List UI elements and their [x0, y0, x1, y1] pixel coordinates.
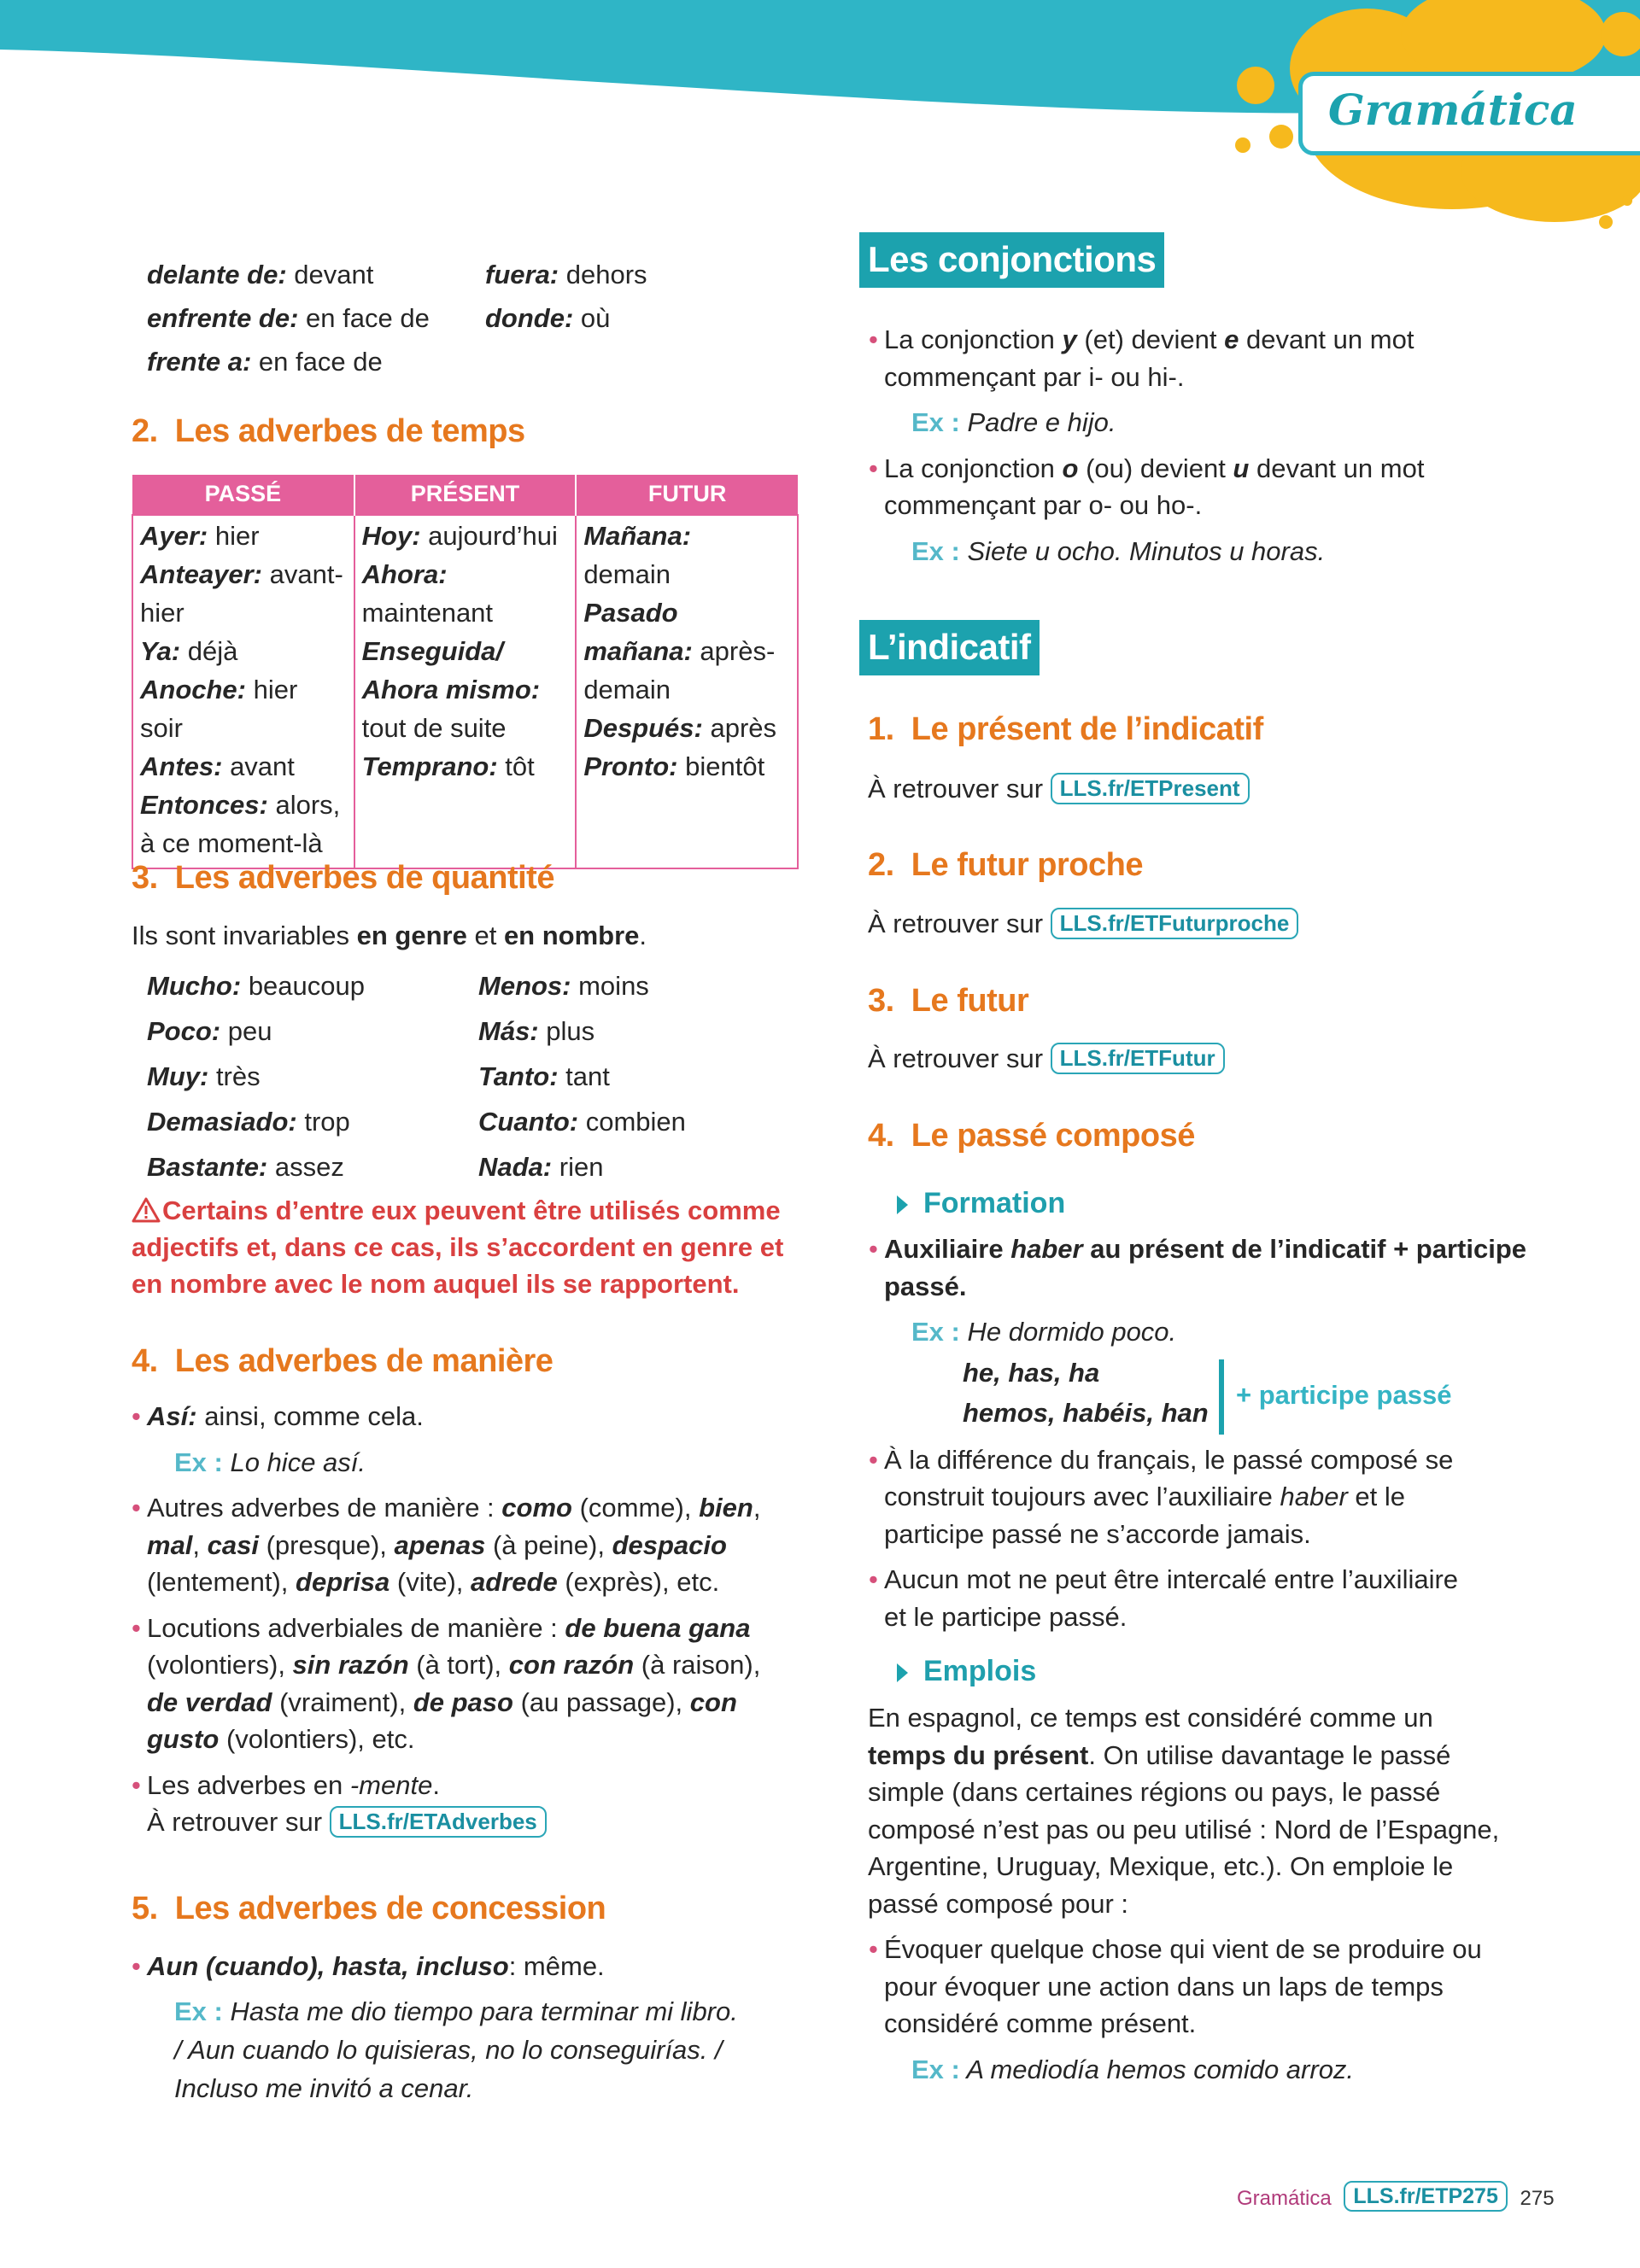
heading-futur: 3. Le futur	[868, 983, 1029, 1019]
list-item: delante de: devant	[147, 260, 374, 289]
warning-note: Certains d’entre eux peuvent être utilisés comme adjectifs et, dans ce cas, ils s’accordent en genre et en nombre avec le nom auquel ils se rapportent.	[132, 1195, 784, 1299]
list-item: • Les adverbes en -mente. À retrouver sur LLS.fr/ETAdverbes	[147, 1767, 796, 1841]
example: Ex : Hasta me dio tiempo para terminar mi libro. / Aun cuando lo quisieras, no lo conseguirías. / Incluso me invitó a cenar.	[174, 1996, 738, 2103]
list-item: Tanto: tant	[478, 1061, 610, 1091]
quantite-intro: Ils sont invariables en genre et en nombre.	[132, 921, 647, 950]
list-item: • Évoquer quelque chose qui vient de se produire ou pour évoquer une action dans un laps de temps considéré comme présent.	[884, 1931, 1620, 2043]
footer-label: Gramática	[1237, 2187, 1332, 2210]
link-adverbes[interactable]: LLS.fr/ETAdverbes	[330, 1806, 547, 1838]
heading-conjonctions: Les conjonctions	[859, 232, 1164, 288]
formation-block	[884, 1230, 1627, 1635]
section-title: Gramática	[1328, 85, 1578, 135]
heading-futur-proche: 2. Le futur proche	[868, 847, 1143, 883]
subheading-emplois: Emplois	[897, 1651, 1036, 1692]
link-futur[interactable]: LLS.fr/ETFutur	[1051, 1043, 1225, 1074]
footer-link[interactable]: LLS.fr/ETP275	[1344, 2181, 1508, 2212]
retrouver-present: À retrouver sur LLS.fr/ETPresent	[868, 770, 1250, 808]
table-cell-futur: Mañana: demain Pasado mañana: après- demain Después: après Pronto: bientôt	[576, 515, 798, 868]
section-tab	[1298, 72, 1640, 155]
heading-passe-compose: 4. Le passé composé	[868, 1118, 1195, 1154]
page-number: 275	[1520, 2187, 1555, 2210]
link-present[interactable]: LLS.fr/ETPresent	[1051, 773, 1250, 804]
list-item: Nada: rien	[478, 1152, 604, 1182]
list-item: Cuanto: combien	[478, 1107, 686, 1137]
heading-indicatif: L’indicatif	[859, 620, 1040, 675]
example: Ex : Padre e hijo.	[911, 407, 1116, 437]
heading-temps: 2. Les adverbes de temps	[132, 413, 525, 449]
quantite-left	[147, 963, 365, 1190]
retrouver-futur: À retrouver sur LLS.fr/ETFutur	[868, 1040, 1225, 1078]
list-item: • Autres adverbes de manière : como (comme), bien, mal, casi (presque), apenas (à peine), despacio (lentement), deprisa (vite), adrede (exprès), etc.	[147, 1489, 796, 1601]
link-futur-proche[interactable]: LLS.fr/ETFuturproche	[1051, 908, 1299, 939]
table-header: PRÉSENT	[354, 475, 577, 515]
list-item: donde: où	[485, 303, 611, 333]
table-header: FUTUR	[576, 475, 798, 515]
heading-quantite: 3. Les adverbes de quantité	[132, 860, 554, 896]
list-item: • La conjonction y (et) devient e devant un mot commençant par i- ou hi-.	[884, 321, 1619, 395]
list-item: Demasiado: trop	[147, 1107, 350, 1137]
example: Ex : Lo hice así.	[174, 1447, 366, 1477]
list-item: fuera: dehors	[485, 260, 647, 289]
table-cell-passe: Ayer: hier Anteayer: avant- hier Ya: déjà Anoche: hier soir Antes: avant Entonces: alors, à ce moment-là	[132, 515, 354, 868]
list-item: Menos: moins	[478, 971, 649, 1001]
vertical-divider	[1219, 1359, 1224, 1435]
list-item: Más: plus	[478, 1016, 595, 1046]
example: Ex : He dormido poco.	[911, 1317, 1177, 1347]
triangle-bullet-icon	[897, 1663, 908, 1682]
list-item: • Así: ainsi, comme cela.	[147, 1398, 796, 1435]
list-item: • À la différence du français, le passé composé se construit toujours avec l’auxiliaire haber et le participe passé ne s’accorde jamais.	[884, 1441, 1627, 1553]
footer	[1237, 2181, 1555, 2212]
conjugation-box: he, has, ha hemos, habéis, han + participe passé	[963, 1353, 1627, 1438]
list-item: frente a: en face de	[147, 347, 383, 377]
list-item: • Auxiliaire haber au présent de l’indicatif + participe passé.	[884, 1230, 1627, 1305]
subheading-formation: Formation	[897, 1183, 1065, 1224]
table-header: PASSÉ	[132, 475, 354, 515]
quantite-right	[478, 963, 686, 1190]
list-item: • Locutions adverbiales de manière : de buena gana (volontiers), sin razón (à tort), con razón (à raison), de verdad (vraiment), de paso (au passage), con gusto (volontiers), etc.	[147, 1610, 796, 1758]
heading-present: 1. Le présent de l’indicatif	[868, 711, 1263, 747]
emplois-block	[868, 1699, 1620, 2088]
retrouver-futur-proche: À retrouver sur LLS.fr/ETFuturproche	[868, 905, 1298, 943]
list-item: Muy: très	[147, 1061, 261, 1091]
list-item: Mucho: beaucoup	[147, 971, 366, 1001]
list-item: Bastante: assez	[147, 1152, 344, 1182]
warning-triangle-icon	[132, 1197, 161, 1223]
table-cell-present: Hoy: aujourd’hui Ahora: maintenant Enseguida/ Ahora mismo: tout de suite Temprano: tôt	[354, 515, 577, 868]
adverbes-temps-table	[132, 475, 799, 869]
example: Ex : Siete u ocho. Minutos u horas.	[911, 535, 1326, 566]
prepositions-left	[147, 253, 430, 383]
maniere-block	[147, 1398, 796, 1841]
concession-block	[147, 1947, 796, 2107]
list-item: • Aun (cuando), hasta, incluso: même.	[147, 1947, 796, 1985]
heading-concession: 5. Les adverbes de concession	[132, 1891, 606, 1926]
list-item: • La conjonction o (ou) devient u devant un mot commençant par o- ou ho-.	[884, 450, 1619, 524]
list-item: Poco: peu	[147, 1016, 272, 1046]
paragraph: En espagnol, ce temps est considéré comme un temps du présent. On utilise davantage le passé simple (dans certaines régions ou pays, le passé composé n’est pas ou peu utilisé : Nord de l’Espagne, Argentine, Uruguay, Mexique, etc.). On emploie le passé composé pour :	[868, 1703, 1500, 1919]
triangle-bullet-icon	[897, 1195, 908, 1214]
heading-maniere: 4. Les adverbes de manière	[132, 1343, 554, 1379]
conjonctions-block	[884, 321, 1619, 570]
example: Ex : A mediodía hemos comido arroz.	[911, 2054, 1355, 2084]
prepositions-right	[485, 253, 647, 340]
list-item: • Aucun mot ne peut être intercalé entre l’auxiliaire et le participe passé.	[884, 1561, 1627, 1635]
list-item: enfrente de: en face de	[147, 303, 430, 333]
